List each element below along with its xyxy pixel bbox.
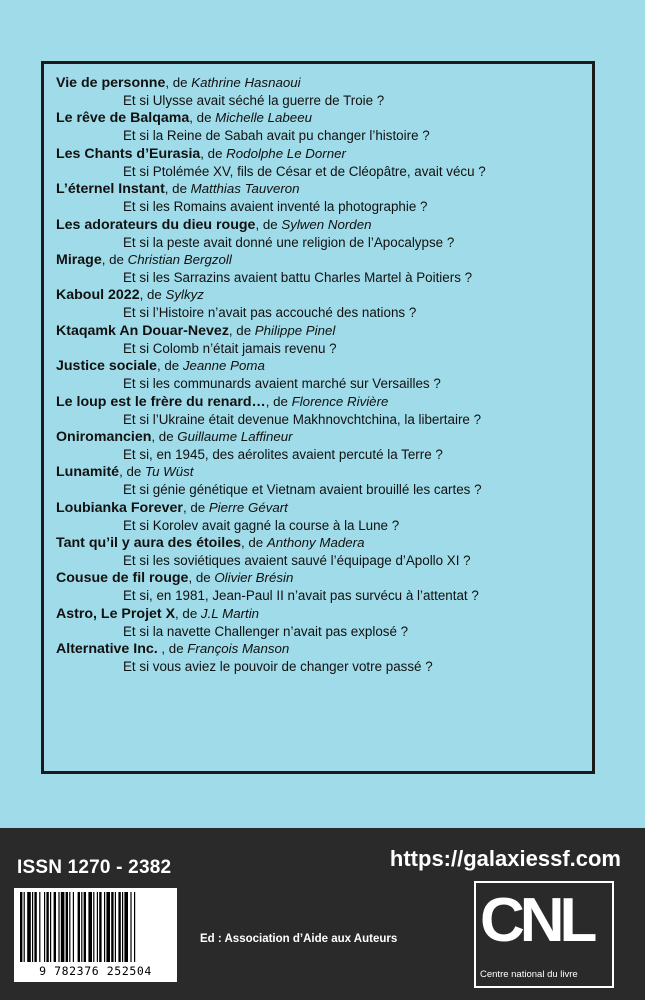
- story-heading: [56, 357, 596, 375]
- author-separator: , de: [188, 570, 215, 586]
- barcode-bar: [50, 892, 51, 962]
- story-premise: Et si génie génétique et Vietnam avaient brouillé les cartes ?: [123, 482, 482, 498]
- barcode-bar: [115, 892, 116, 962]
- author-separator: , de: [156, 358, 183, 374]
- author-separator: , de: [228, 322, 255, 338]
- barcode-bar: [46, 892, 48, 962]
- story-author: Olivier Brésin: [214, 570, 294, 586]
- story-heading: [56, 499, 596, 517]
- story-entry: [56, 499, 596, 534]
- story-title: Le rêve de Balqama: [56, 110, 190, 127]
- story-premise: Et si Korolev avait gagné la course à la Lune ?: [123, 517, 400, 533]
- barcode-bar: [134, 892, 135, 962]
- barcode-bar: [20, 892, 22, 962]
- barcode-bar: [54, 892, 56, 962]
- barcode-bar: [73, 892, 74, 962]
- story-author: J.L Martin: [200, 605, 260, 621]
- story-entry: [56, 393, 596, 428]
- story-author: Florence Rivière: [291, 393, 389, 409]
- story-title: Loubianka Forever: [56, 499, 183, 516]
- story-title: Kaboul 2022: [56, 287, 140, 304]
- story-entry: [56, 534, 596, 569]
- barcode-bar: [99, 892, 101, 962]
- story-entry: [56, 145, 596, 180]
- cnl-logo-letters: CNL: [480, 886, 593, 955]
- author-separator: , de: [200, 145, 227, 161]
- story-author: Matthias Tauveron: [190, 181, 300, 197]
- barcode-bar: [66, 892, 68, 962]
- author-separator: , de: [119, 464, 145, 480]
- story-premise: Et si vous aviez le pouvoir de changer votre passé ?: [123, 659, 433, 675]
- story-heading: [56, 428, 596, 446]
- author-separator: , de: [255, 216, 282, 232]
- story-heading: [56, 109, 596, 127]
- story-heading: [56, 145, 596, 163]
- story-entry: [56, 569, 596, 604]
- story-title: Astro, Le Projet X: [56, 605, 176, 622]
- barcode-bar: [122, 892, 123, 962]
- story-title: Ktaqamk An Douar-Nevez: [56, 322, 229, 339]
- barcode-bar: [88, 892, 92, 962]
- publisher-credit: Ed : Association d’Aide aux Auteurs: [200, 933, 398, 945]
- barcode-bar: [39, 892, 40, 962]
- barcode-bars: [18, 892, 173, 964]
- story-entry: [56, 428, 596, 463]
- author-separator: , de: [265, 393, 292, 409]
- story-author: Philippe Pinel: [254, 322, 336, 338]
- story-premise: Et si l’Ukraine était devenue Makhnovchtchina, la libertaire ?: [123, 411, 482, 427]
- table-of-contents: [56, 74, 596, 676]
- story-heading: [56, 463, 596, 481]
- author-separator: , de: [165, 75, 192, 90]
- story-premise: Et si les Romains avaient inventé la photographie ?: [123, 199, 428, 215]
- barcode-bar: [27, 892, 31, 962]
- story-title: Le loup est le frère du renard…: [56, 393, 266, 410]
- story-author: Rodolphe Le Dorner: [226, 145, 346, 161]
- story-heading: [56, 216, 596, 234]
- story-title: Alternative Inc.: [56, 641, 158, 658]
- barcode-bar: [61, 892, 65, 962]
- story-author: Tu Wüst: [144, 464, 194, 480]
- story-heading: [56, 180, 596, 198]
- story-premise: Et si la Reine de Sabah avait pu changer l’histoire ?: [123, 128, 430, 144]
- barcode-bar: [34, 892, 36, 962]
- story-title: L’éternel Instant: [56, 181, 165, 198]
- story-entry: [56, 357, 596, 392]
- story-heading: [56, 286, 596, 304]
- story-title: Justice sociale: [56, 358, 157, 375]
- author-separator: , de: [189, 110, 216, 126]
- story-entry: [56, 251, 596, 286]
- author-separator: , de: [139, 287, 166, 303]
- story-heading: [56, 605, 596, 623]
- barcode-bar: [84, 892, 86, 962]
- story-title: Tant qu’il y aura des étoiles: [56, 535, 242, 552]
- barcode-bar: [78, 892, 80, 962]
- story-entry: [56, 640, 596, 675]
- story-premise: Et si les soviétiques avaient sauvé l’équipage d’Apollo XI ?: [123, 553, 471, 569]
- barcode: [14, 888, 177, 982]
- story-premise: Et si Colomb n’était jamais revenu ?: [123, 340, 337, 356]
- story-heading: [56, 251, 596, 269]
- story-premise: Et si les Sarrazins avaient battu Charles Martel à Poitiers ?: [123, 269, 473, 285]
- story-author: Guillaume Laffineur: [177, 428, 293, 444]
- author-separator: , de: [151, 428, 178, 444]
- barcode-bar: [130, 892, 131, 962]
- author-separator: , de: [182, 499, 209, 515]
- barcode-bar: [124, 892, 128, 962]
- story-title: Mirage: [56, 251, 102, 268]
- barcode-bar: [44, 892, 45, 962]
- barcode-bar: [111, 892, 113, 962]
- story-premise: Et si, en 1981, Jean-Paul II n’avait pas survécu à l’attentat ?: [123, 588, 479, 604]
- story-author: Sylwen Norden: [281, 216, 372, 232]
- barcode-bar: [69, 892, 70, 962]
- cnl-logo: [474, 881, 614, 988]
- story-title: Les Chants d’Eurasia: [56, 145, 201, 162]
- story-title: Lunamité: [56, 464, 120, 481]
- story-premise: Et si Ptolémée XV, fils de César et de Cléopâtre, avait vécu ?: [123, 163, 486, 179]
- author-separator: , de: [164, 181, 191, 197]
- story-entry: [56, 216, 596, 251]
- story-heading: [56, 393, 596, 411]
- story-heading: [56, 569, 596, 587]
- barcode-number: 9 782376 252504: [39, 964, 152, 978]
- story-premise: Et si Ulysse avait séché la guerre de Troie ?: [123, 93, 385, 108]
- author-separator: , de: [157, 641, 188, 657]
- story-premise: Et si l’Histoire n’avait pas accouché des nations ?: [123, 305, 417, 321]
- barcode-bar: [104, 892, 105, 962]
- barcode-bar: [106, 892, 110, 962]
- story-heading: [56, 640, 596, 658]
- story-author: Pierre Gévart: [208, 499, 288, 515]
- story-heading: [56, 322, 596, 340]
- story-author: Michelle Labeeu: [215, 110, 312, 126]
- story-author: Anthony Madera: [266, 535, 365, 551]
- story-author: Jeanne Poma: [182, 358, 265, 374]
- author-separator: , de: [241, 535, 267, 551]
- author-separator: , de: [175, 605, 201, 621]
- story-entry: [56, 605, 596, 640]
- story-entry: [56, 109, 596, 144]
- story-heading: [56, 74, 596, 92]
- website-url[interactable]: https://galaxiessf.com: [389, 846, 621, 871]
- story-author: Kathrine Hasnaoui: [191, 75, 301, 90]
- story-heading: [56, 534, 596, 552]
- barcode-bar: [58, 892, 59, 962]
- barcode-bar: [118, 892, 120, 962]
- barcode-bar: [97, 892, 98, 962]
- story-entry: [56, 322, 596, 357]
- story-title: Vie de personne: [56, 75, 166, 91]
- story-author: Christian Bergzoll: [127, 251, 232, 267]
- barcode-bar: [81, 892, 82, 962]
- story-author: Sylkyz: [165, 287, 204, 303]
- story-author: François Manson: [187, 641, 290, 657]
- barcode-bar: [93, 892, 94, 962]
- story-entry: [56, 180, 596, 215]
- story-title: Oniromancien: [56, 428, 152, 445]
- story-premise: Et si les communards avaient marché sur Versailles ?: [123, 376, 441, 392]
- story-title: Cousue de fil rouge: [56, 570, 189, 587]
- author-separator: , de: [101, 251, 128, 267]
- barcode-bar: [24, 892, 25, 962]
- story-title: Les adorateurs du dieu rouge: [56, 216, 256, 233]
- story-premise: Et si la navette Challenger n’avait pas explosé ?: [123, 623, 409, 639]
- cnl-logo-caption: Centre national du livre: [480, 969, 578, 980]
- story-entry: [56, 74, 596, 109]
- story-entry: [56, 286, 596, 321]
- story-entry: [56, 463, 596, 498]
- story-premise: Et si la peste avait donné une religion de l’Apocalypse ?: [123, 234, 455, 250]
- issn-number: ISSN 1270 - 2382: [17, 857, 172, 878]
- story-premise: Et si, en 1945, des aérolites avaient percuté la Terre ?: [123, 446, 443, 462]
- barcode-bar: [32, 892, 33, 962]
